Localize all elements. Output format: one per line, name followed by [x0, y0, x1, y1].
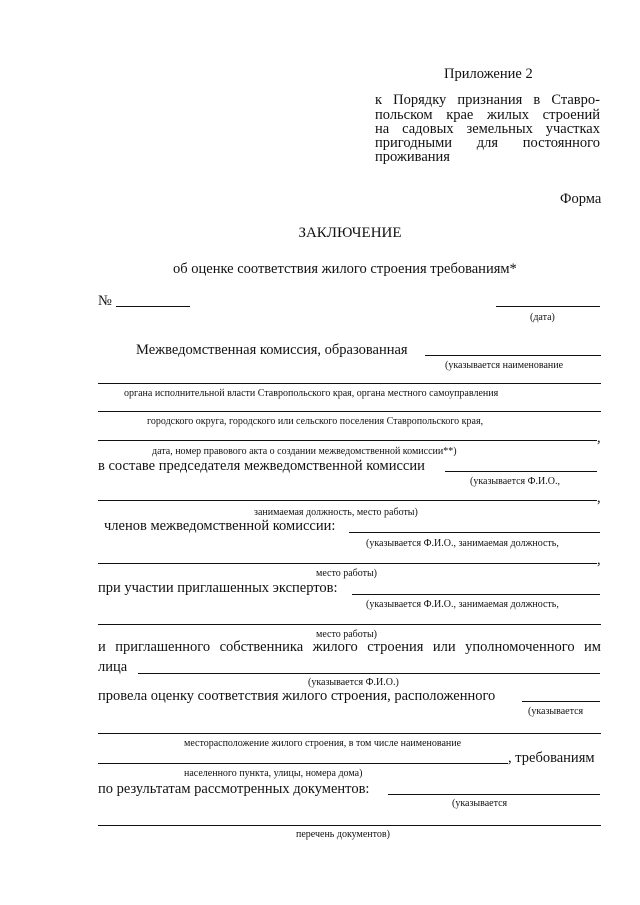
- commission-act-field[interactable]: [98, 440, 597, 441]
- commission-note: (указывается наименование: [445, 360, 564, 371]
- chairman-note: (указывается Ф.И.О.,: [470, 476, 560, 487]
- appendix-line: проживания: [375, 149, 450, 165]
- members-note: место работы): [316, 568, 378, 579]
- commission-note: городского округа, городского или сельского поселения Ставропольского края,: [147, 416, 484, 427]
- commission-note: органа исполнительной власти Ставропольского края, органа местного самоуправления: [124, 388, 499, 399]
- documents-note: перечень документов): [296, 829, 390, 840]
- commission-note: дата, номер правового акта о создании межведомственной комиссии**): [152, 446, 457, 457]
- assessment-label: провела оценку соответствия жилого строения, расположенного: [98, 688, 496, 704]
- appendix-line: польском крае жилых строений: [375, 107, 600, 123]
- appendix-line: пригодными для постоянного: [375, 135, 600, 151]
- commission-name-field[interactable]: [425, 355, 601, 356]
- document-subtitle: об оценке соответствия жилого строения требованиям*: [173, 261, 517, 277]
- owner-text-tail: лица: [98, 659, 128, 675]
- owner-note: (указывается Ф.И.О.): [308, 677, 399, 688]
- number-field[interactable]: [116, 306, 190, 307]
- documents-note: (указывается: [452, 798, 508, 809]
- owner-name-field[interactable]: [138, 673, 600, 674]
- chairman-note: занимаемая должность, место работы): [254, 507, 418, 518]
- commission-municipality-field[interactable]: [98, 411, 601, 412]
- comma: ,: [597, 430, 601, 446]
- assessment-address-field[interactable]: [98, 733, 601, 734]
- experts-label: при участии приглашенных экспертов:: [98, 580, 338, 596]
- chairman-position-field[interactable]: [98, 500, 597, 501]
- assessment-note: населенного пункта, улицы, номера дома): [184, 768, 363, 779]
- assessment-note: месторасположение жилого строения, в том числе наименование: [184, 738, 462, 749]
- chairman-name-field[interactable]: [445, 471, 597, 472]
- form-label: Форма: [560, 191, 602, 207]
- number-label: №: [98, 293, 112, 309]
- experts-note: место работы): [316, 629, 378, 640]
- assessment-note: (указывается: [528, 706, 584, 717]
- assessment-settlement-field[interactable]: [98, 763, 508, 764]
- date-field[interactable]: [496, 306, 600, 307]
- document-title: ЗАКЛЮЧЕНИЕ: [298, 225, 402, 241]
- owner-text: и приглашенного собственника жилого строения или уполномоченного им: [98, 639, 601, 655]
- comma: ,: [597, 490, 601, 506]
- members-name-field[interactable]: [349, 532, 600, 533]
- experts-note: (указывается Ф.И.О., занимаемая должность,: [366, 599, 559, 610]
- assessment-tail: , требованиям: [508, 750, 595, 766]
- assessment-location-field[interactable]: [522, 701, 600, 702]
- documents-label: по результатам рассмотренных документов:: [98, 781, 370, 797]
- members-workplace-field[interactable]: [98, 563, 597, 564]
- date-note: (дата): [530, 312, 555, 323]
- chairman-label: в составе председателя межведомственной комиссии: [98, 458, 425, 474]
- appendix-line: на садовых земельных участках: [375, 121, 600, 137]
- commission-body-field[interactable]: [98, 383, 601, 384]
- experts-workplace-field[interactable]: [98, 624, 601, 625]
- members-note: (указывается Ф.И.О., занимаемая должность,: [366, 538, 559, 549]
- documents-list-field[interactable]: [98, 825, 601, 826]
- appendix-title: Приложение 2: [444, 66, 533, 82]
- experts-name-field[interactable]: [352, 594, 600, 595]
- appendix-line: к Порядку признания в Ставро-: [375, 92, 600, 108]
- documents-field[interactable]: [388, 794, 600, 795]
- commission-label: Межведомственная комиссия, образованная: [136, 342, 408, 358]
- comma: ,: [597, 552, 601, 568]
- members-label: членов межведомственной комиссии:: [104, 518, 336, 534]
